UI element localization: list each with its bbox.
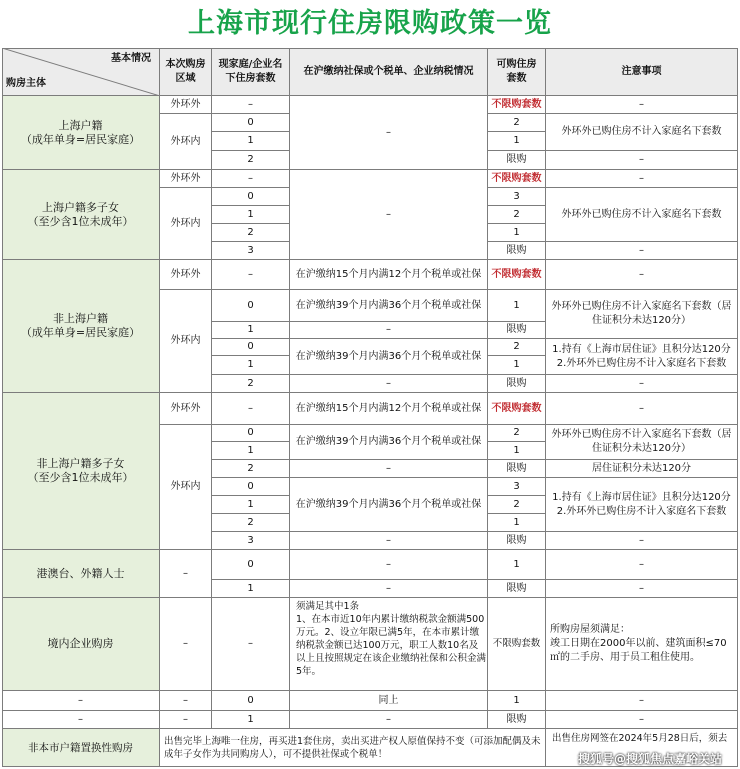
subject-enterprise-cont: –: [2, 711, 160, 729]
owned: 1: [212, 496, 290, 514]
owned: 0: [212, 188, 290, 206]
region-inner: 外环内: [160, 188, 212, 260]
subject-nonlocal: 非上海户籍 （成年单身=居民家庭）: [2, 260, 160, 393]
region-outer: 外环外: [160, 260, 212, 290]
note: 外环外已购住房不计入家庭名下套数（居住证积分未达120分）: [546, 425, 738, 460]
policy-table: [2, 48, 738, 767]
note: 1.持有《上海市居住证》且积分达120分 2.外环外已购住房不计入家庭名下套数: [546, 478, 738, 532]
owned: 1: [212, 206, 290, 224]
tax-info: –: [290, 711, 488, 729]
subject-swap: 非本市户籍置换性购房: [2, 729, 160, 767]
region-inner: 外环内: [160, 290, 212, 393]
owned: 2: [212, 224, 290, 242]
owned: 0: [212, 478, 290, 496]
subject-shanghai-multichild: 上海户籍多子女 （至少含1位未成年）: [2, 170, 160, 260]
note: 外环外已购住房不计入家庭名下套数: [546, 114, 738, 151]
note: –: [546, 375, 738, 393]
note: –: [546, 96, 738, 114]
allowed: 3: [488, 478, 546, 496]
note-swap: 出售住房网签在2024年5月28日后，须去: [546, 729, 738, 767]
tax-info: –: [290, 322, 488, 339]
note: 外环外已购住房不计入家庭名下套数: [546, 188, 738, 242]
tax-info-corp: 须满足其中1条 1、在本市近10年内累计缴纳税款金额满500万元。2、设立年限已满5年，在本市累计缴纳税款金额已达100万元，职工人数10名及以上且按照规定在该企业缴纳社保和公积金满5年。: [290, 598, 488, 691]
tax-info: –: [290, 532, 488, 550]
tax-info: 在沪缴纳39个月内满36个月个税单或社保: [290, 478, 488, 532]
note: –: [546, 691, 738, 711]
tax-info: 在沪缴纳39个月内满36个月个税单或社保: [290, 290, 488, 322]
allowed: 限购: [488, 532, 546, 550]
owned: 1: [212, 442, 290, 460]
note: –: [546, 260, 738, 290]
allowed: [488, 393, 546, 425]
note: –: [546, 550, 738, 580]
allowed: 限购: [488, 580, 546, 598]
header-subject: 购房主体: [6, 78, 46, 89]
allowed: 1: [488, 224, 546, 242]
tax-info: –: [290, 550, 488, 580]
region: –: [160, 691, 212, 711]
region-outer: 外环外: [160, 170, 212, 188]
tax-info: 在沪缴纳15个月内满12个月个税单或社保: [290, 260, 488, 290]
owned: –: [212, 393, 290, 425]
tax-info: –: [290, 460, 488, 478]
allowed: 1: [488, 514, 546, 532]
allowed: 限购: [488, 375, 546, 393]
allowed: 1: [488, 442, 546, 460]
owned: 0: [212, 691, 290, 711]
header-basic: 基本情况: [111, 53, 151, 64]
allowed: 2: [488, 496, 546, 514]
header-basic-subject: [2, 48, 160, 96]
allowed: 1: [488, 356, 546, 375]
allowed: 3: [488, 188, 546, 206]
header-owned: 现家庭/企业名下住房套数: [212, 48, 290, 96]
note: –: [546, 532, 738, 550]
owned: 0: [212, 425, 290, 442]
owned: 3: [212, 242, 290, 260]
region: –: [160, 711, 212, 729]
tax-info: –: [290, 170, 488, 260]
allowed: 1: [488, 132, 546, 151]
note: –: [546, 242, 738, 260]
subject-shanghai: 上海户籍 （成年单身=居民家庭）: [2, 96, 160, 170]
owned: –: [212, 598, 290, 691]
tax-info: –: [290, 375, 488, 393]
region-outer: 外环外: [160, 96, 212, 114]
owned: 0: [212, 550, 290, 580]
owned: –: [212, 96, 290, 114]
allowed: 限购: [488, 151, 546, 170]
owned: 3: [212, 532, 290, 550]
note: 1.持有《上海市居住证》且积分达120分 2.外环外已购住房不计入家庭名下套数: [546, 339, 738, 375]
note-corp: 所购房屋须满足： 竣工日期在2000年以前、建筑面积≤70㎡的二手房、用于员工租住使用。: [546, 598, 738, 691]
allowed: 1: [488, 290, 546, 322]
subject-enterprise: 境内企业购房: [2, 598, 160, 691]
allowed: 2: [488, 339, 546, 356]
owned: –: [212, 170, 290, 188]
allowed: 限购: [488, 242, 546, 260]
owned: 2: [212, 151, 290, 170]
allowed: [488, 260, 546, 290]
owned: 2: [212, 514, 290, 532]
owned: 0: [212, 339, 290, 356]
owned: 0: [212, 290, 290, 322]
owned: 1: [212, 322, 290, 339]
note: 外环外已购住房不计入家庭名下套数（居住证积分未达120分）: [546, 290, 738, 339]
tax-info: –: [290, 580, 488, 598]
owned: 1: [212, 580, 290, 598]
allowed: 1: [488, 550, 546, 580]
region: –: [160, 598, 212, 691]
region: –: [160, 550, 212, 598]
unlimited-text: 不限购套数: [491, 98, 542, 110]
unlimited-text: 不限购套数: [491, 268, 542, 280]
owned: 2: [212, 375, 290, 393]
owned: –: [212, 260, 290, 290]
tax-info: 在沪缴纳15个月内满12个月个税单或社保: [290, 393, 488, 425]
header-notes: 注意事项: [546, 48, 738, 96]
owned: 2: [212, 460, 290, 478]
swap-rule: 出售完毕上海唯一住房，再买进1套住房，卖出买进产权人原值保持不变（可添加配偶及未成年子女作为共同购房人），可不提供社保或个税单！: [160, 729, 546, 767]
owned: 1: [212, 711, 290, 729]
allowed: 1: [488, 691, 546, 711]
allowed: 2: [488, 425, 546, 442]
header-allowed: 可购住房套数: [488, 48, 546, 96]
allowed: 限购: [488, 460, 546, 478]
allowed: 限购: [488, 711, 546, 729]
allowed: [488, 96, 546, 114]
tax-info: 在沪缴纳39个月内满36个月个税单或社保: [290, 339, 488, 375]
note: –: [546, 170, 738, 188]
region-outer: 外环外: [160, 393, 212, 425]
allowed: 限购: [488, 322, 546, 339]
subject-foreign: 港澳台、外籍人士: [2, 550, 160, 598]
allowed: 不限购套数: [488, 598, 546, 691]
note: –: [546, 151, 738, 170]
header-tax: 在沪缴纳社保或个税单、企业纳税情况: [290, 48, 488, 96]
note: 居住证积分未达120分: [546, 460, 738, 478]
note: –: [546, 393, 738, 425]
allowed: 2: [488, 114, 546, 132]
allowed: 2: [488, 206, 546, 224]
page-title: 上海市现行住房限购政策一览: [188, 8, 552, 39]
header-diagonal-line: [2, 48, 160, 96]
owned: 1: [212, 356, 290, 375]
region-inner: 外环内: [160, 425, 212, 550]
watermark: 搜狐号@搜狐焦点嘉峪关站: [577, 752, 722, 766]
tax-info: –: [290, 96, 488, 170]
header-region: 本次购房区域: [160, 48, 212, 96]
owned: 0: [212, 114, 290, 132]
owned: 1: [212, 132, 290, 151]
region-inner: 外环内: [160, 114, 212, 170]
subject-nonlocal-multichild: 非上海户籍多子女 （至少含1位未成年）: [2, 393, 160, 550]
note: –: [546, 711, 738, 729]
subject-enterprise-cont: –: [2, 691, 160, 711]
unlimited-text: 不限购套数: [491, 402, 542, 414]
tax-info: 同上: [290, 691, 488, 711]
tax-info: 在沪缴纳39个月内满36个月个税单或社保: [290, 425, 488, 460]
unlimited-text: 不限购套数: [491, 172, 542, 184]
note: –: [546, 580, 738, 598]
allowed: [488, 170, 546, 188]
